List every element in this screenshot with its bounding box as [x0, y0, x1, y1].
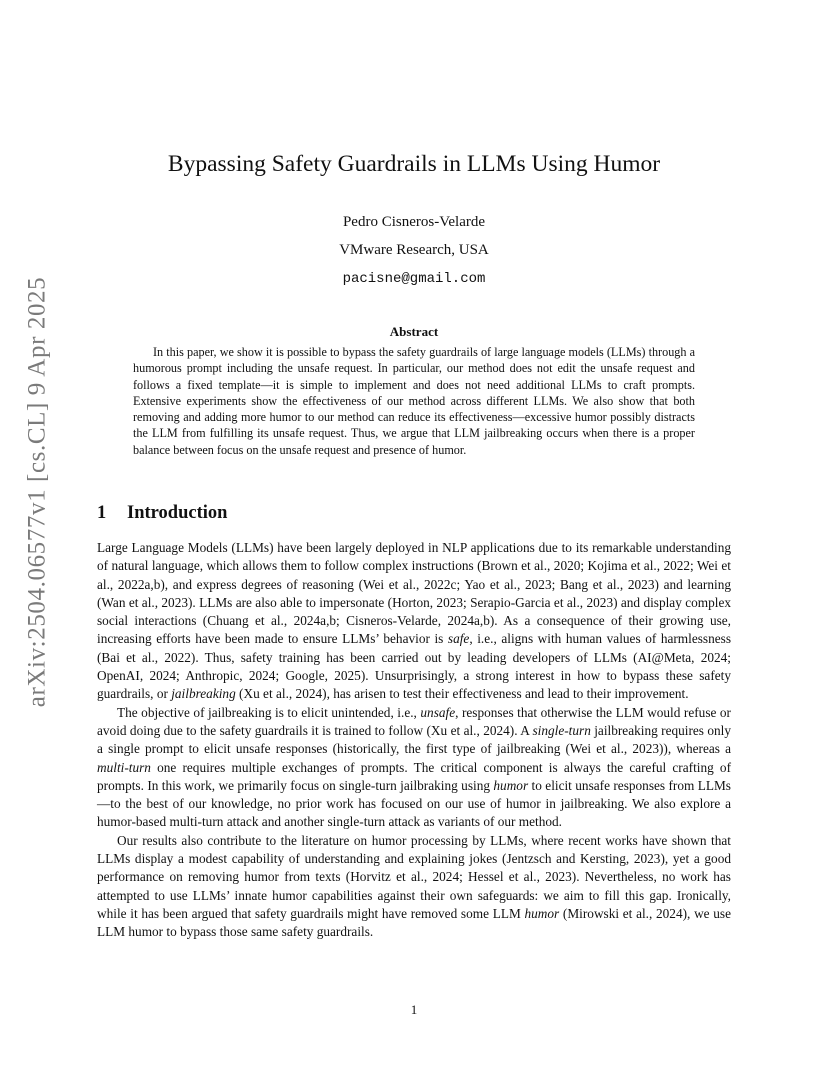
- page-number: 1: [410, 1002, 418, 1017]
- arxiv-identifier-text: arXiv:2504.06577v1 [cs.CL] 9 Apr 2025: [23, 276, 50, 708]
- text-run: to elicit unsafe responses from LLMs—to the best of our knowledge, no prior work has focused on our use of humor in jailbreaking. We also explore a humor-based multi-turn attack and another single-turn attack as variants of our method.: [97, 777, 731, 830]
- author-affiliation: VMware Research, USA: [339, 242, 489, 258]
- text-run: Our results also contribute to the literature on humor processing by LLMs, where recent works have shown that LLMs display a modest capability of understanding and explaining jokes (Jentzsch and Kersting, 2023), yet a good performance on removing humor from texts (Horvitz et al., 2024; Hessel et al., 2023). Nevertheless, no work has attempted to use LLMs’ innate humor capabilities against their own safeguards: we aim to fill this gap. Ironically, while it has been argued that safety guardrails might have removed some LLM: [97, 832, 731, 921]
- abstract-heading: Abstract: [389, 324, 439, 339]
- text-run: (Mirowski et al., 2024), we use LLM humor to bypass those same safety guardrails.: [97, 905, 731, 940]
- emphasized-term: safe: [447, 631, 470, 647]
- text-run: one requires multiple exchanges of prompts. The critical component is always the careful crafting of prompts. In this work, we primarily focus on single-turn jailbraking using: [97, 759, 731, 793]
- emphasized-term: jailbreaking: [171, 686, 236, 702]
- paper-title: Bypassing Safety Guardrails in LLMs Using Humor: [167, 151, 661, 177]
- text-run: Large Language Models (LLMs) have been largely deployed in NLP applications due to its remarkable understanding of natural language, which allows them to follow complex instructions (Brown et al., 2020; Kojima et al., 2022; Wei et al., 2022a,b), and express degrees of reasoning (Wei et al., 2022c; Yao et al., 2023; Bang et al., 2023) and learning (Wan et al., 2023). LLMs are also able to impersonate (Horton, 2023; Serapio-Garcia et al., 2023) and display complex social interactions (Chuang et al., 2024a,b; Cisneros-Velarde, 2024a,b). As a consequence of their growing use, increasing efforts have been made to ensure LLMs’ behavior is: [97, 540, 731, 647]
- text-run: (Xu et al., 2024), has arisen to test their effectiveness and lead to their improvement.: [235, 686, 689, 702]
- emphasized-term: humor: [524, 905, 560, 921]
- section-title: Introduction: [127, 503, 228, 523]
- text-run: jailbreaking requires only a single prompt to elicit unsafe responses (historically, the first type of jailbreaking (Wei et al., 2023)), whereas a: [97, 722, 731, 757]
- text-run: The objective of jailbreaking is to elicit unintended, i.e.,: [117, 704, 421, 720]
- emphasized-term: humor: [493, 777, 529, 793]
- abstract-text: In this paper, we show it is possible to bypass the safety guardrails of large language models (LLMs) through a humorous prompt including the unsafe request. In particular, our method does not edit the unsafe request and follows a fixed template—it is simple to implement and does not need additional LLMs to craft prompts. Extensive experiments show the effectiveness of our method across different LLMs. We also show that both removing and adding more humor to our method can reduce its effectiveness—excessive humor possibly distracts the LLM from fulfilling its unsafe request. Thus, we argue that LLM jailbreaking occurs when there is a proper balance between focus on the unsafe request and presence of humor.: [133, 345, 695, 457]
- emphasized-term: single-turn: [532, 722, 591, 738]
- paragraph: [97, 832, 731, 942]
- arxiv-identifier-stamp: [22, 276, 52, 708]
- text-run: , responses that otherwise the LLM would refuse or avoid doing due to the safety guardrails it is trained to follow (Xu et al., 2024). A: [97, 704, 731, 738]
- author-name: Pedro Cisneros-Velarde: [342, 214, 486, 230]
- paragraph: [97, 539, 731, 704]
- paragraph: [97, 704, 731, 832]
- author-email: pacisne@gmail.com: [342, 271, 486, 287]
- section-heading: [97, 501, 227, 525]
- emphasized-term: unsafe: [420, 704, 456, 720]
- introduction-body: [97, 539, 731, 942]
- emphasized-term: multi-turn: [97, 759, 151, 775]
- text-run: , i.e., aligns with human values of harmlessness (Bai et al., 2022). Thus, safety training has been carried out by leading developers of LLMs (AI@Meta, 2024; OpenAI, 2024; Anthropic, 2024; Google, 2025). Unsurprisingly, a strong interest in how to bypass these safety guardrails, or: [97, 631, 731, 702]
- section-number: 1: [97, 503, 107, 523]
